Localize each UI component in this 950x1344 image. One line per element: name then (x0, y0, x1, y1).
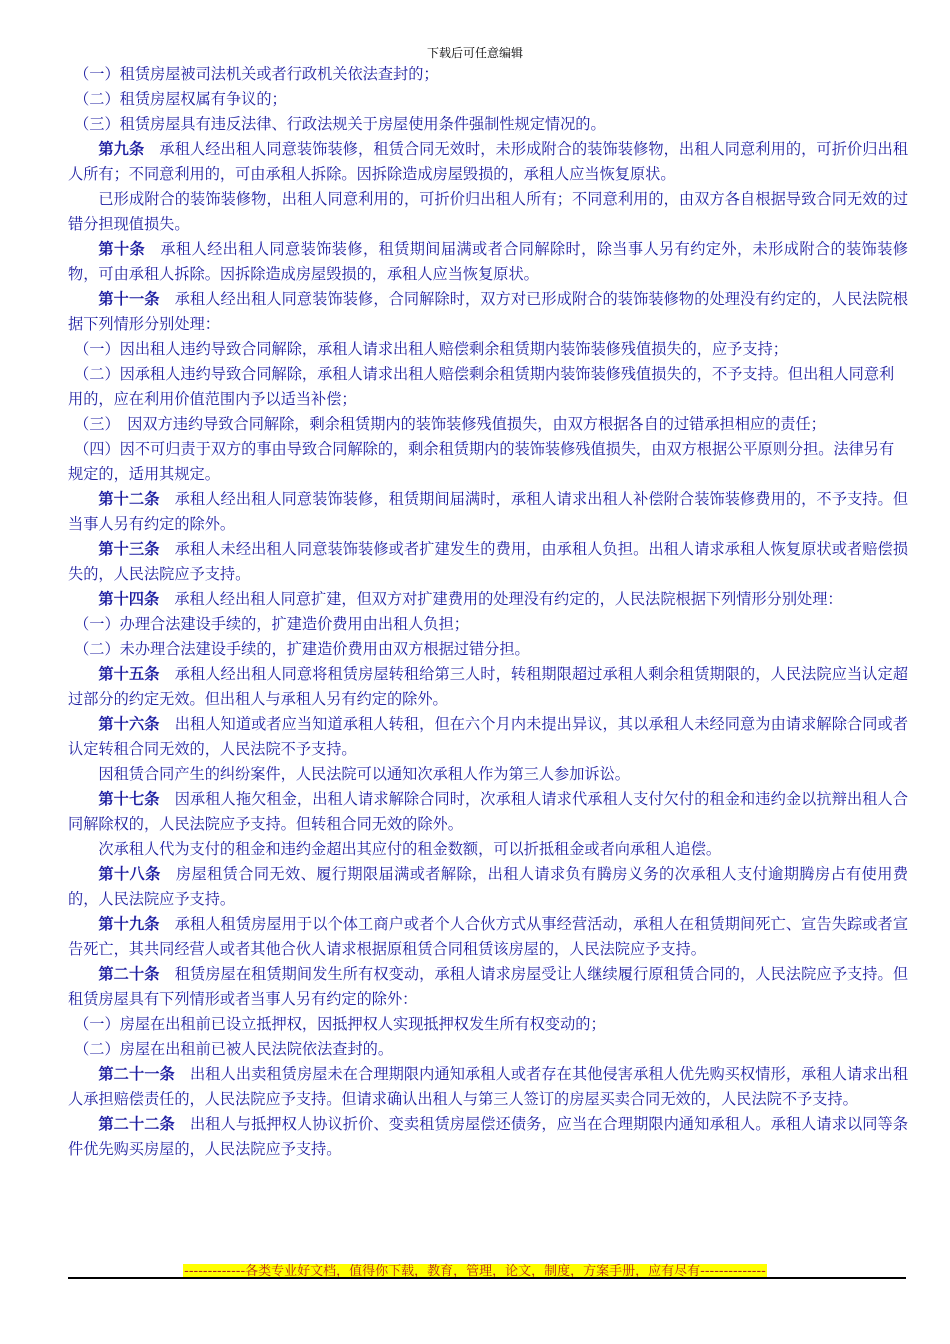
article-paragraph (68, 587, 908, 612)
paragraph: 已形成附合的装饰装修物，出租人同意利用的，可折价归出租人所有；不同意利用的，由双方各自根据导致合同无效的过错分担现值损失。 (68, 190, 908, 233)
article-label: 第二十二条 (98, 1115, 175, 1133)
article-paragraph (68, 862, 908, 912)
article-label: 第十五条 (98, 665, 160, 683)
article-label: 第十九条 (98, 915, 160, 933)
article-label: 第十六条 (98, 715, 160, 733)
article-label: 第九条 (98, 140, 145, 158)
page-header: 下载后可任意编辑 (426, 46, 523, 60)
article-text: 因承租人拖欠租金，出租人请求解除合同时，次承租人请求代承租人支付欠付的租金和违约金以抗辩出租人合同解除权的，人民法院应予支持。但转租合同无效的除外。 (68, 790, 909, 833)
list-item: （四）因不可归责于双方的事由导致合同解除的，剩余租赁期内的装饰装修残值损失，由双方根据公平原则分担。法律另有规定的，适用其规定。 (68, 440, 895, 483)
article-text: 出租人出卖租赁房屋未在合理期限内通知承租人或者存在其他侵害承租人优先购买权情形，承租人请求出租人承担赔偿责任的，人民法院应予支持。但请求确认出租人与第三人签订的房屋买卖合同无效的，人民法院不予支持。 (68, 1065, 909, 1108)
article-text: 承租人经出租人同意扩建，但双方对扩建费用的处理没有约定的，人民法院根据下列情形分别处理： (174, 590, 843, 608)
article-text: 承租人租赁房屋用于以个体工商户或者个人合伙方式从事经营活动，承租人在租赁期间死亡、宣告失踪或者宣告死亡，其共同经营人或者其他合伙人请求根据原租赁合同租赁该房屋的，人民法院应予支持。 (68, 915, 909, 958)
article-label: 第十三条 (98, 540, 160, 558)
article-text: 承租人经出租人同意将租赁房屋转租给第三人时，转租期限超过承租人剩余租赁期限的，人民法院应当认定超过部分的约定无效。但出租人与承租人另有约定的除外。 (68, 665, 909, 708)
footer-banner: -------------各类专业好文档，值得你下载，教育，管理，论文，制度，方案手册，应有尽有-------------- (184, 1264, 766, 1279)
article-paragraph (68, 237, 908, 287)
article-label: 第十一条 (98, 290, 160, 308)
article-paragraph (68, 487, 908, 537)
article-text: 出租人与抵押权人协议折价、变卖租赁房屋偿还债务，应当在合理期限内通知承租人。承租人请求以同等条件优先购买房屋的，人民法院应予支持。 (68, 1115, 909, 1158)
article-label: 第十八条 (98, 865, 161, 883)
list-item: （二）未办理合法建设手续的，扩建造价费用由双方根据过错分担。 (74, 640, 530, 658)
article-text: 承租人经出租人同意装饰装修，租赁期间届满时，承租人请求出租人补偿附合装饰装修费用的，不予支持。但当事人另有约定的除外。 (68, 490, 909, 533)
article-label: 第二十条 (98, 965, 160, 983)
list-item: （二）租赁房屋权属有争议的； (74, 90, 287, 108)
footer-divider (68, 1277, 906, 1279)
paragraph: 次承租人代为支付的租金和违约金超出其应付的租金数额，可以折抵租金或者向承租人追偿。 (98, 840, 722, 858)
article-label: 第十七条 (98, 790, 160, 808)
article-label: 第二十一条 (98, 1065, 175, 1083)
article-paragraph (68, 712, 908, 762)
article-paragraph (68, 1112, 908, 1162)
article-text: 承租人未经出租人同意装饰装修或者扩建发生的费用，由承租人负担。出租人请求承租人恢复原状或者赔偿损失的，人民法院应予支持。 (68, 540, 909, 583)
article-text: 租赁房屋在租赁期间发生所有权变动，承租人请求房屋受让人继续履行原租赁合同的，人民法院应予支持。但租赁房屋具有下列情形或者当事人另有约定的除外： (68, 965, 909, 1008)
article-paragraph (68, 137, 908, 187)
list-item: （三） 因双方违约导致合同解除，剩余租赁期内的装饰装修残值损失，由双方根据各自的过错承担相应的责任； (74, 415, 826, 433)
article-paragraph (68, 912, 908, 962)
list-item: （一）因出租人违约导致合同解除，承租人请求出租人赔偿剩余租赁期内装饰装修残值损失的，应予支持； (74, 340, 788, 358)
list-item: （一）房屋在出租前已设立抵押权，因抵押权人实现抵押权发生所有权变动的； (74, 1015, 606, 1033)
document-body (68, 62, 908, 1162)
list-item: （一）办理合法建设手续的，扩建造价费用由出租人负担； (74, 615, 469, 633)
list-item: （一）租赁房屋被司法机关或者行政机关依法查封的； (74, 65, 439, 83)
article-label: 第十条 (98, 240, 146, 258)
article-paragraph (68, 287, 908, 337)
article-paragraph (68, 962, 908, 1012)
article-paragraph (68, 1062, 908, 1112)
article-paragraph (68, 537, 908, 587)
article-label: 第十四条 (98, 590, 160, 608)
article-paragraph (68, 662, 908, 712)
list-item: （三）租赁房屋具有违反法律、行政法规关于房屋使用条件强制性规定情况的。 (74, 115, 606, 133)
article-text: 承租人经出租人同意装饰装修，租赁合同无效时，未形成附合的装饰装修物，出租人同意利用的，可折价归出租人所有；不同意利用的，可由承租人拆除。因拆除造成房屋毁损的，承租人应当恢复原状。 (68, 140, 909, 183)
paragraph: 因租赁合同产生的纠纷案件，人民法院可以通知次承租人作为第三人参加诉讼。 (98, 765, 630, 783)
article-paragraph (68, 787, 908, 837)
article-label: 第十二条 (98, 490, 160, 508)
article-text: 承租人经出租人同意装饰装修，合同解除时，双方对已形成附合的装饰装修物的处理没有约定的，人民法院根据下列情形分别处理： (68, 290, 909, 333)
list-item: （二）房屋在出租前已被人民法院依法查封的。 (74, 1040, 394, 1058)
article-text: 出租人知道或者应当知道承租人转租，但在六个月内未提出异议，其以承租人未经同意为由请求解除合同或者认定转租合同无效的，人民法院不予支持。 (68, 715, 909, 758)
list-item: （二）因承租人违约导致合同解除，承租人请求出租人赔偿剩余租赁期内装饰装修残值损失的，不予支持。但出租人同意利用的，应在利用价值范围内予以适当补偿； (68, 365, 895, 408)
article-text: 房屋租赁合同无效、履行期限届满或者解除，出租人请求负有腾房义务的次承租人支付逾期腾房占有使用费的，人民法院应予支持。 (68, 865, 909, 908)
article-text: 承租人经出租人同意装饰装修，租赁期间届满或者合同解除时，除当事人另有约定外，未形成附合的装饰装修物，可由承租人拆除。因拆除造成房屋毁损的，承租人应当恢复原状。 (68, 240, 909, 283)
